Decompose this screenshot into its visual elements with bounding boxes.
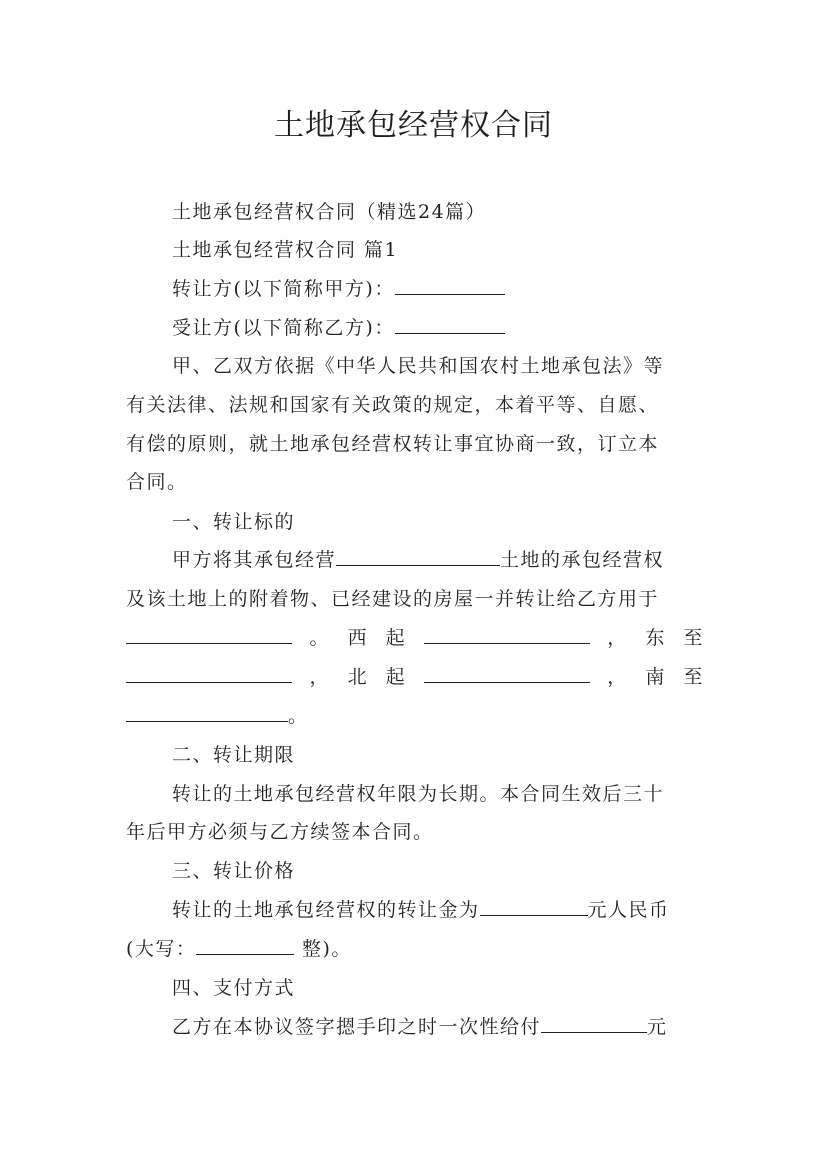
section-1-end: 。 <box>288 705 309 727</box>
section-3-heading: 三、转让价格 <box>172 860 296 882</box>
section-2-line-2: 年后甲方必须与乙方续签本合同。 <box>126 821 434 843</box>
document-title: 土地承包经营权合同 <box>274 108 553 143</box>
south-char: 南 <box>645 666 666 688</box>
section-2-line-1: 转让的土地承包经营权年限为长期。本合同生效后三十 <box>172 783 665 805</box>
section-1-text-b: 土地的承包经营权 <box>500 549 665 571</box>
payment-blank <box>541 1015 647 1033</box>
section-1-text-a: 甲方将其承包经营 <box>172 549 337 571</box>
north-char: 北 <box>347 666 369 688</box>
chapter-line: 土地承包经营权合同 篇1 <box>172 239 399 261</box>
capital-end: 整)。 <box>294 938 352 960</box>
transferee-label: 受让方(以下简称乙方)： <box>172 317 395 339</box>
section-3-line-2 <box>126 937 704 961</box>
section-1-line-5 <box>126 704 704 728</box>
price-unit: 元人民币 <box>587 899 670 921</box>
intro-line-4: 合同。 <box>126 471 188 493</box>
capital-blank <box>196 937 294 955</box>
east-blank <box>126 665 292 683</box>
payment-text: 乙方在本协议签字摁手印之时一次性给付 <box>172 1016 542 1038</box>
section-1-heading: 一、转让标的 <box>172 511 296 533</box>
comma-3: ， <box>607 666 628 688</box>
south-blank <box>126 704 288 722</box>
west-start-char: 起 <box>385 627 407 649</box>
section-1-line-1 <box>172 548 704 572</box>
section-3-line-1 <box>172 898 704 922</box>
purpose-blank <box>126 626 292 644</box>
transferor-label: 转让方(以下简称甲方)： <box>172 278 395 300</box>
section-1-line-3 <box>126 626 704 650</box>
south-to-char: 至 <box>683 666 704 688</box>
section-2-heading: 二、转让期限 <box>172 744 296 766</box>
intro-line-2: 有关法律、法规和国家有关政策的规定，本着平等、自愿、 <box>126 394 660 416</box>
transferor-line <box>172 277 704 301</box>
section-4-heading: 四、支付方式 <box>172 977 296 999</box>
section-4-line-1 <box>172 1015 704 1039</box>
price-blank <box>480 898 588 916</box>
east-to-char: 至 <box>683 627 704 649</box>
west-blank <box>424 626 590 644</box>
transferee-line <box>172 316 704 340</box>
east-char: 东 <box>645 627 666 649</box>
transferee-blank <box>395 316 505 334</box>
intro-line-3: 有偿的原则，就土地承包经营权转让事宜协商一致，订立本 <box>126 433 660 455</box>
north-blank <box>424 665 590 683</box>
subtitle-line: 土地承包经营权合同（精选24篇） <box>172 201 487 223</box>
west-char: 西 <box>347 627 369 649</box>
section-1-line-2: 及该土地上的附着物、已经建设的房屋一并转让给乙方用于 <box>126 588 660 610</box>
north-start-char: 起 <box>385 666 407 688</box>
payment-unit: 元 <box>647 1016 668 1038</box>
section-1-line-4 <box>126 665 704 689</box>
boundary-punct: 。 <box>309 627 331 649</box>
comma-2: ， <box>309 666 331 688</box>
intro-line-1: 甲、乙双方依据《中华人民共和国农村土地承包法》等 <box>172 355 665 377</box>
land-blank <box>336 548 500 566</box>
transferor-blank <box>395 277 505 295</box>
comma-1: ， <box>607 627 628 649</box>
capital-label: (大写： <box>126 938 197 960</box>
price-text: 转让的土地承包经营权的转让金为 <box>172 899 480 921</box>
